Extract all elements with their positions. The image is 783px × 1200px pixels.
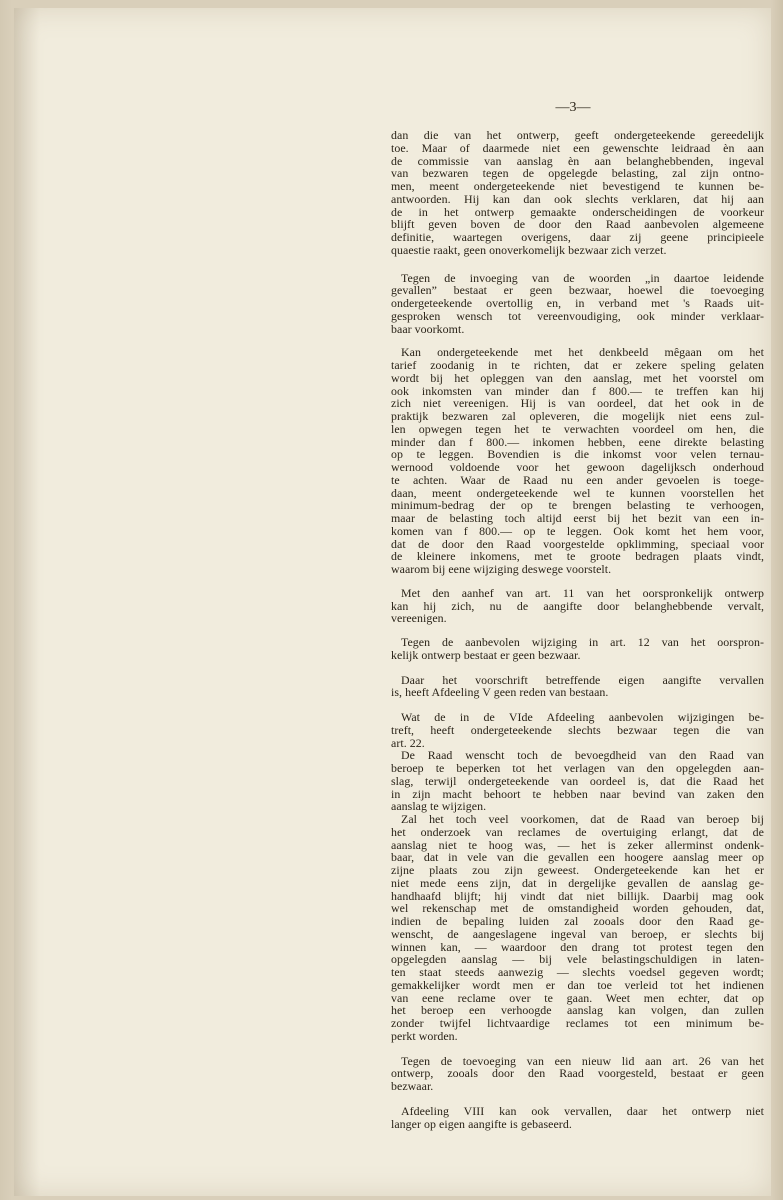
text-line: aanslag niet te hoog was, — het is zeker allerminst ondenk- [391, 837, 764, 852]
text-line: blijft geven boven de door den Raad aanbevolen algemeene [391, 217, 764, 232]
text-line: Afdeeling VIII kan ook vervallen, daar het ontwerp niet [401, 1103, 764, 1118]
text-line: gemakkelijker wordt men er dan toe verleid tot het indienen [391, 977, 764, 992]
text-line: waarom bij eene wijziging deswege voorstelt. [391, 562, 612, 576]
text-line: zijne plaats zou zijn geweest. Ondergeteekende kan het er [391, 863, 764, 877]
text-line: komen van f 800.— op te leggen. Ook komt het hem voor, [391, 523, 764, 538]
text-line: het beroep een verhoogde aanslag kan volgen, dan zullen [391, 1003, 764, 1018]
text-line: op te leggen. Bovendien is die inkomst voor velen ternau- [391, 447, 764, 462]
text-line: Daar het voorschrift betreffende eigen aangifte vervallen [401, 672, 764, 687]
paragraph [391, 636, 764, 662]
text-line: is, heeft Afdeeling V geen reden van bestaan. [391, 685, 609, 700]
text-line: in zijn macht behoort te hebben naar bevind van zaken den [391, 786, 764, 801]
text-line: van eene reclame over te gaan. Weet men echter, dat op [391, 990, 764, 1005]
text-line: De Raad wenscht toch de bevoegdheid van den Raad van [401, 748, 764, 763]
paragraph [391, 813, 764, 1043]
text-line: maar de belasting toch altijd eerst bij het bezit van een in- [391, 511, 764, 525]
text-line: antwoorden. Hij kan dan ook slechts verklaren, dat hij aan [391, 191, 764, 206]
text-line: daan, meent ondergeteekende wel te kunnen voorstellen het [391, 485, 764, 500]
text-line: quaestie raakt, geen onoverkomelijk bezwaar zich verzet. [391, 242, 667, 257]
page-fold-shadow [14, 8, 40, 1196]
text-line: treft, heeft ondergeteekende slechts bezwaar tegen die van [391, 722, 764, 737]
text-line: tarief zoodanig in te richten, dat er zekere speling gelaten [391, 358, 764, 372]
text-line: dan die van het ontwerp, geeft ondergeteekende gereedelijk [391, 128, 764, 142]
text-line: gevallen” bestaat er geen bezwaar, hoewel die toevoeging [391, 283, 764, 298]
paragraph [391, 346, 764, 576]
text-line: de kleinere inkomens, met te groote bedragen plaats vindt, [391, 549, 764, 564]
text-line: perkt worden. [391, 1028, 458, 1043]
text-line: ten staat steeds aanwezig — slechts voedsel gegeven wordt; [391, 965, 764, 979]
text-line: opgelegden aanslag — bij vele belastingschuldigen in laten- [391, 952, 764, 967]
paragraph [391, 711, 764, 749]
text-line: te achten. Waar de Raad nu een ander gevoelen is toege- [391, 472, 764, 487]
text-line: wernood voldoende voor het gewoon dagelijksch onderhoud [391, 460, 764, 474]
text-line: niet mede eens zijn, dat in dergelijke gevallen de aanslag ge- [391, 875, 764, 890]
text-line: minder dan f 800.— inkomen hebben, eene direkte belasting [391, 434, 764, 449]
text-line: langer op eigen aangifte is gebaseerd. [391, 1116, 572, 1131]
paragraph [391, 587, 764, 625]
text-line: Met den aanhef van art. 11 van het oorspronkelijk ontwerp [401, 585, 764, 600]
text-line: handhaafd blijft; hij vindt dat niet billijk. Daarbij mag ook [391, 888, 764, 903]
paragraph [391, 1105, 764, 1131]
paragraph [391, 272, 764, 336]
text-line: beroep te beperken tot het verlagen van den opgelegden aan- [391, 761, 764, 775]
text-line: wenscht, de aangeslagene ingeval van beroep, er slechts bij [391, 926, 764, 941]
text-line: len opwegen tegen het te verwachten voordeel om hen, die [391, 421, 764, 436]
text-line: toe. Maar of daarmede niet een gewenschte leidraad èn aan [391, 140, 764, 155]
text-line: wordt bij het opleggen van den aanslag, met het voorstel om [391, 370, 764, 385]
text-line: Kan ondergeteekende met het denkbeeld mêgaan om het [401, 345, 764, 360]
paragraph [391, 129, 764, 257]
text-line: de in het ontwerp gemaakte onderscheidingen de voorkeur [391, 204, 764, 219]
text-line: winnen kan, — waardoor den drang tot protest tegen den [391, 939, 764, 954]
text-line: praktijk bezwaren zal opleveren, die mogelijk niet eens zul- [391, 409, 764, 423]
text-line: Tegen de invoeging van de woorden „in daartoe leidende [401, 270, 764, 285]
text-line: Zal het toch veel voorkomen, dat de Raad van beroep bij [401, 812, 764, 826]
text-line: aanslag te wijzigen. [391, 799, 487, 814]
text-line: kan hij zich, nu de aangifte door belanghebbende vervalt, [391, 598, 764, 613]
paragraph [391, 1055, 764, 1093]
text-line: zich niet vereenigen. Hij is van oordeel, dat het ook in de [391, 396, 764, 411]
text-line: de commissie van aanslag èn aan belanghebbenden, ingeval [391, 153, 764, 168]
text-line: slag, terwijl ondergeteekende van oordeel is, dat die Raad het [391, 773, 764, 788]
text-line: baar, dat in vele van die gevallen een hoogere aanslag meer op [391, 850, 764, 865]
text-line: kelijk ontwerp bestaat er geen bezwaar. [391, 647, 581, 662]
text-line: baar voorkomt. [391, 321, 465, 336]
text-line: dat de door den Raad voorgestelde opklimming, speciaal voor [391, 536, 764, 551]
text-line: indien de bepaling luiden zal zooals door den Raad ge- [391, 914, 764, 928]
text-line: wel rekenschap met de omstandigheid worden gehouden, dat, [391, 901, 764, 916]
text-line: ondergeteekende overtollig en, in verband met 's Raads uit- [391, 296, 764, 310]
text-line: Tegen de toevoeging van een nieuw lid aan art. 26 van het [401, 1053, 764, 1068]
paragraph [391, 674, 764, 700]
text-line: van bezwaren tegen de opgelegde belasting, zal zijn ontno- [391, 166, 764, 181]
text-line: ook inkomsten van minder dan f 800.— te treffen kan hij [391, 383, 764, 398]
text-line: art. 22. [391, 735, 425, 750]
text-line: men, meent ondergeteekende niet bevestigend te kunnen be- [391, 179, 764, 193]
text-line: definitie, waartegen overigens, daar zij geene principieele [391, 230, 764, 244]
document-body [391, 129, 764, 1130]
paragraph [391, 749, 764, 813]
text-line: het onderzoek van reclames de overtuiging erlangt, dat de [391, 824, 764, 839]
text-line: minimum-bedrag der op te brengen belasting te verhoogen, [391, 498, 764, 513]
text-line: zonder twijfel lichtvaardige reclames tot een minimum be- [391, 1016, 764, 1030]
text-line: vereenigen. [391, 611, 447, 626]
text-line: bezwaar. [391, 1079, 434, 1093]
text-line: gesproken wensch tot vereenvoudiging, ook minder verklaar- [391, 308, 764, 323]
page-number: —3— [555, 100, 591, 115]
text-line: Wat de in de VIde Afdeeling aanbevolen wijzigingen be- [401, 710, 764, 724]
text-line: Tegen de aanbevolen wijziging in art. 12 van het oorspron- [401, 635, 764, 649]
text-line: ontwerp, zooals door den Raad voorgesteld, bestaat er geen [391, 1066, 764, 1081]
